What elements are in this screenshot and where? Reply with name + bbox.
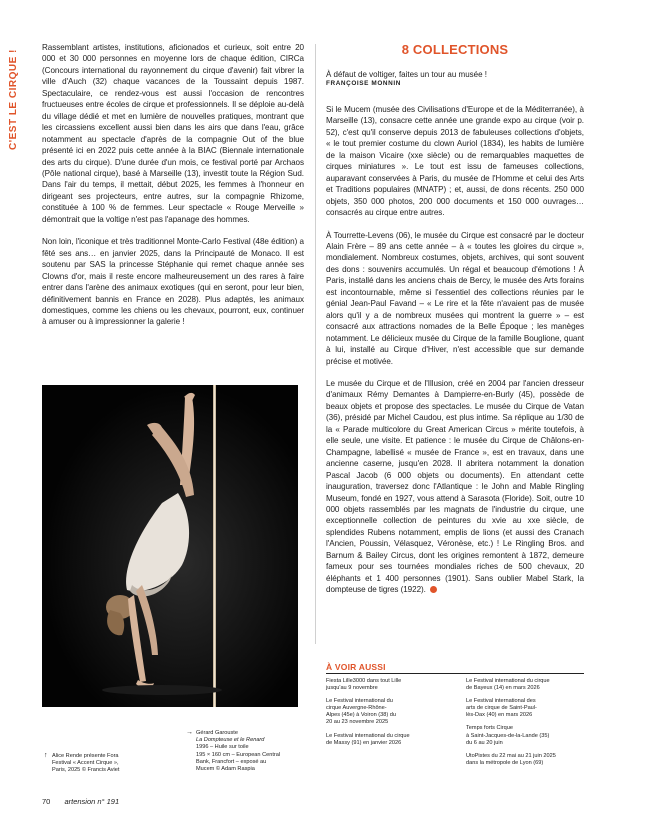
right-paragraph-1: Si le Mucem (musée des Civilisations d'Europe et de la Méditerranée), à Marseille (13), consacre cette année une grande expo au cirque (voir p. 52), c'est qu'il conserve depuis 2013 de fabuleuses collections d'objets, « le tout premier costume du clown Auriol (1834), les habits de lumière de la maison Vicaire (xxe siècle) ou de remarquables maquettes de cirques miniatures ». Le tout est issu de fameuses collections, auparavant conservées à Paris, du musée de l'Homme et celui des Arts et Traditions populaires (MNATP) ; et, aussi, de dons récents. 250 000 objets, 350 000 photos, 200 000 documents et 150 000 ouvrages… consacrés au cirque entre autres. <box>326 105 584 218</box>
section-side-label: C'EST LE CIRQUE ! <box>8 49 19 150</box>
see-also-item: Le Festival international du cirque de Massy (91) en janvier 2026 <box>326 732 410 746</box>
caption-right-line: 1996 – Huile sur toile <box>196 744 249 751</box>
caption-left-line: Paris, 2025 © Francis Aviet <box>52 767 120 774</box>
caption-left <box>52 753 162 775</box>
left-paragraph-2: Non loin, l'iconique et très traditionnel Monte-Carlo Festival (48e édition) a fêté ses ans… en janvier 2025, dans la Principauté de Monaco. Il est soutenu par SAS la princesse Stéphanie qui remet chaque année ses Clowns d'or, mais il reste encore malheureusement un des rares à faire entrer dans l'arène des animaux exotiques (qui en seront, pour leur bien, définitivement bannis en France en 2028). Plus adaptés, les animaux domestiques, comme les chiens ou les chevaux, pourront, eux, continuer à amuser ou à impressionner la galerie ! <box>42 237 304 327</box>
see-also-item: Le Festival international du cirque de Bayeux (14) en mars 2026 <box>466 678 550 692</box>
see-also-column-1 <box>326 678 450 753</box>
see-also-item: Temps forts Cirque à Saint-Jacques-de-la-Lande (35) du 6 au 20 juin <box>466 725 550 746</box>
caption-left-arrow-icon: ↑ <box>44 752 48 759</box>
right-column <box>326 42 584 596</box>
see-also-column-2 <box>466 678 590 773</box>
right-paragraph-3-text: Le musée du Cirque et de l'Illusion, créé en 2004 par l'ancien dresseur d'animaux Rémy Demantes à Dampierre-en-Burly (45), possède de beaux objets et propose des spectacles. Le musée du Cirque de Vatan (36), présidé par Michel Caudou, est plus intime. Sa réplique au 1/30 de la « Parade multicolore du Great American Circus » mérite toutefois, à elle seule, une visite. Et patience : le musée du Cirque de Châlons-en-Champagne, labellisé « musée de France », est en travaux, dans une ancienne caserne, jusqu'en 2028. Il abritera notamment la donation Pascal Jacob (6 000 objets ou documents). En attendant cette inauguration, traversez donc l'Atlantique : le John and Mable Ringling Museum, fondé en 1927, vous attend à Sarasota (Floride). Soit, outre 10 000 objets rassemblés par les magnats de l'industrie du cirque, une exceptionnelle collection de peintures du xvie au xxe siècle, de splendides Rubens notamment, emplis de lions (et aussi des Cranach l'Ancien, Poussin, Vélasquez, Véronèse, etc.) ! Le Ringling Bros. and Barnum & Bailey Circus, dont les origines remontent à 1872, demeure fameux pour ses tournées mondiales riches de 500 chevaux, 20 éléphants et 1 400 personnes (1901). Sans oublier Mabel Stark, la dompteuse de tigres (1922). <box>326 378 584 595</box>
end-mark-icon <box>430 586 437 593</box>
see-also-item: Fiesta Lille3000 dans tout Lille jusqu'au 9 novembre <box>326 678 402 692</box>
column-divider <box>315 44 316 644</box>
magazine-name: artension n° 191 <box>64 797 120 806</box>
article-byline: FRANÇOISE MONNIN <box>326 80 401 87</box>
acrobat-photo <box>42 385 298 707</box>
page-footer <box>42 797 119 806</box>
page-number: 70 <box>42 797 51 806</box>
left-paragraph-1: Rassemblant artistes, institutions, aficionados et curieux, soit entre 20 000 et 30 000 personnes en moyenne lors de chaque édition, CIRCa (Concours international du rayonnement du cirque d'avenir) fait vibrer la ville d'Auch (32) chaque vacances de la Toussaint depuis 1987. Spectaculaire, ce rendez-vous est aussi l'occasion de rencontres fructueuses entre écoles de cirque et professionnels. Il se déploie au-delà du village dédié et met en lumière de nouvelles pratiques, montrant que les circassiens excellent aussi bien dans les airs que dans l'eau, grâce notamment au spectacle d'après de la compagnie Out of the blue présenté ici en 2022 puis cette année à la BIAC (Biennale internationale des arts du cirque). D'une durée d'un mois, ce festival porté par Archaos (Pôle national cirque), basé à Marseille (13), investit toute la Région Sud. Dans l'air du temps, il mettait, début 2025, les femmes à l'honneur en dirigeant ses projecteurs, entre autres, sur la compagnie Rhizome, constituée à 100 % de femmes. Leur spectacle « Rouge Merveille » démontrait que la voltige n'est pas l'apanage des hommes. <box>42 43 304 224</box>
see-also-title: À VOIR AUSSI <box>326 662 386 672</box>
caption-right-line: Bank, Francfort – exposé au <box>196 758 267 765</box>
acrobat-illustration <box>42 385 298 707</box>
right-paragraph-2: À Tourrette-Levens (06), le musée du Cirque est consacré par le docteur Alain Frère – 89 ans cette année – à « toutes les gloires du cirque », mondialement. Nombreux costumes, objets, archives, qui sont souvent des dons : souvenirs accumulés. Un régal et beaucoup d'émotions ! À Paris, installé dans les anciens chais de Bercy, le musée des Arts forains est incontournable, même si l'essentiel des collections réunies par le génial Jean-Paul Favand – « Le rire et la fête n'avaient pas de musée alors qu'il y a de nombreux musées qui montrent la guerre » – est consacré aux attractions nomades de la Belle Époque ; les manèges notamment. Le délicieux musée du Cirque de la famille Bouglione, quant à lui, installé au Cirque d'Hiver, n'est accessible que sur demande précise et motivée. <box>326 230 584 366</box>
caption-left-line: Festival « Accent Cirque », <box>52 760 119 767</box>
see-also-item: UtoPistes du 22 mai au 21 juin 2025 dans la métropole de Lyon (69) <box>466 752 556 766</box>
see-also-item: Le Festival international du cirque Auvergne-Rhône- Alpes (45e) à Voiron (38) du 20 au 23 novembre 2025 <box>326 698 396 726</box>
caption-right-line: Mucem © Adam Raspia <box>196 766 255 773</box>
caption-left-line: Alice Rende présente Fora <box>52 753 119 759</box>
right-paragraph-3 <box>326 378 584 596</box>
caption-right-line: 195 × 160 cm – European Central <box>196 751 281 758</box>
caption-right <box>196 730 312 773</box>
section-title: 8 COLLECTIONS <box>401 42 509 57</box>
see-also-item: Le Festival international des arts de cirque de Saint-Paul- lès-Dax (40) en mars 2026 <box>466 698 537 719</box>
article-kicker: À défaut de voltiger, faites un tour au musée ! <box>326 70 487 79</box>
caption-right-arrow-icon: → <box>186 729 193 736</box>
caption-right-line: La Dompteuse et le Renard <box>196 737 265 744</box>
caption-right-line: Gérard Garouste <box>196 730 238 736</box>
see-also-rule <box>326 673 584 674</box>
left-column <box>42 42 304 328</box>
